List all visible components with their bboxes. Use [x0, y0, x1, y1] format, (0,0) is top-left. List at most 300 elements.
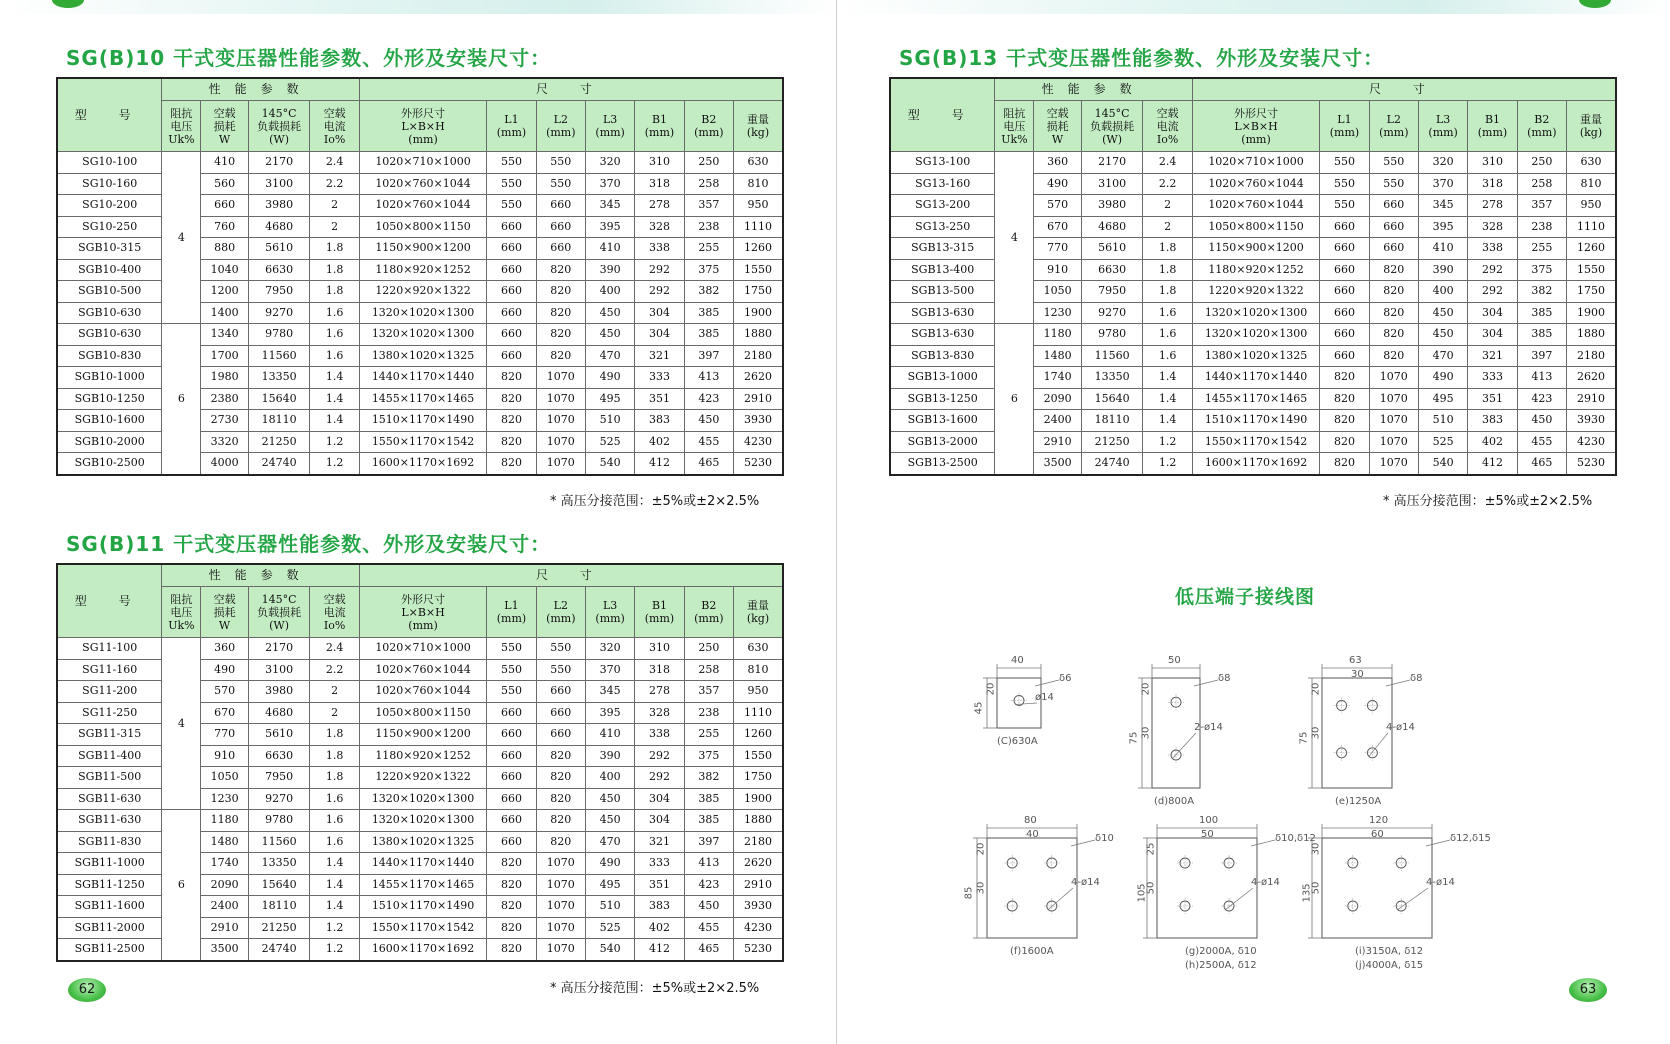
outline-cell: 1455×1170×1465 — [359, 388, 487, 410]
pk-cell: 15640 — [248, 388, 310, 410]
header-l2: L2 (mm) — [1369, 101, 1418, 152]
outline-cell: 1220×920×1322 — [1192, 281, 1320, 303]
l1-cell: 820 — [487, 410, 536, 432]
b2-cell: 385 — [1517, 324, 1566, 346]
diagram-caption-secondary: (j)4000A, δ15 — [1355, 960, 1424, 971]
weight-cell: 1260 — [734, 238, 784, 260]
pk-cell: 9270 — [248, 788, 310, 810]
header-l3: L3 (mm) — [1418, 101, 1467, 152]
weight-cell: 630 — [1567, 152, 1617, 174]
thickness-label: δ12,δ15 — [1450, 833, 1491, 844]
table-row — [57, 152, 783, 174]
l2-cell: 1070 — [536, 853, 585, 875]
b1-cell: 383 — [635, 896, 684, 918]
b2-cell: 450 — [684, 410, 733, 432]
l1-cell: 550 — [487, 638, 536, 660]
p0-cell: 770 — [201, 724, 248, 746]
header-outline: 外形尺寸 L×B×H (mm) — [359, 587, 487, 638]
i0-cell: 2.2 — [310, 173, 359, 195]
p0-cell: 2400 — [1034, 410, 1081, 432]
model-cell: SGB13-400 — [890, 259, 995, 281]
i0-cell: 1.4 — [310, 410, 359, 432]
weight-cell: 4230 — [734, 431, 784, 453]
l3-cell: 395 — [1418, 216, 1467, 238]
diagram-caption-secondary: (h)2500A, δ12 — [1185, 960, 1257, 971]
terminal-diagram-e — [1298, 655, 1452, 830]
l2-cell: 1070 — [536, 453, 585, 475]
i0-cell: 1.6 — [1143, 324, 1192, 346]
b1-cell: 310 — [635, 152, 684, 174]
model-cell: SGB10-400 — [57, 259, 162, 281]
weight-cell: 1750 — [734, 281, 784, 303]
b2-cell: 357 — [684, 195, 733, 217]
pk-cell: 3980 — [248, 681, 310, 703]
p0-cell: 910 — [1034, 259, 1081, 281]
header-dimension-group: 尺 寸 — [359, 564, 783, 587]
outline-cell: 1320×1020×1300 — [359, 810, 487, 832]
i0-cell: 1.6 — [310, 831, 359, 853]
model-cell: SGB11-500 — [57, 767, 162, 789]
i0-cell: 1.2 — [1143, 453, 1192, 475]
header-pk: 145°C 负载损耗 (W) — [248, 101, 310, 152]
b2-cell: 385 — [684, 324, 733, 346]
l2-cell: 1070 — [1369, 431, 1418, 453]
p0-cell: 1200 — [201, 281, 248, 303]
b1-cell: 310 — [1468, 152, 1517, 174]
p0-cell: 360 — [1034, 152, 1081, 174]
model-cell: SGB13-1600 — [890, 410, 995, 432]
spec-table-sgb10 — [56, 77, 784, 476]
b1-cell: 412 — [635, 939, 684, 961]
height-dimension-label: 75 — [1128, 731, 1140, 745]
hole-spec-label: ø14 — [1035, 692, 1054, 703]
model-cell: SGB10-1250 — [57, 388, 162, 410]
l2-cell: 820 — [536, 345, 585, 367]
outline-cell: 1440×1170×1440 — [359, 853, 487, 875]
weight-cell: 1110 — [734, 702, 784, 724]
i0-cell: 2.4 — [310, 152, 359, 174]
model-cell: SGB10-1000 — [57, 367, 162, 389]
model-cell: SGB11-315 — [57, 724, 162, 746]
outline-cell: 1440×1170×1440 — [359, 367, 487, 389]
i0-cell: 1.4 — [310, 874, 359, 896]
weight-cell: 3930 — [734, 896, 784, 918]
uk-cell: 4 — [162, 152, 201, 324]
b2-cell: 397 — [684, 831, 733, 853]
l3-cell: 540 — [1418, 453, 1467, 475]
b2-cell: 258 — [684, 173, 733, 195]
outline-cell: 1510×1170×1490 — [359, 410, 487, 432]
weight-cell: 1750 — [1567, 281, 1617, 303]
outline-cell: 1050×800×1150 — [359, 702, 487, 724]
pk-cell: 3100 — [248, 659, 310, 681]
terminal-plate-drawing — [977, 660, 1101, 770]
outline-cell: 1510×1170×1490 — [1192, 410, 1320, 432]
header-l1: L1 (mm) — [487, 587, 536, 638]
l2-cell: 820 — [536, 788, 585, 810]
l2-cell: 1070 — [1369, 453, 1418, 475]
l1-cell: 820 — [1320, 410, 1369, 432]
l2-cell: 820 — [536, 259, 585, 281]
p0-cell: 2730 — [201, 410, 248, 432]
pk-cell: 21250 — [1081, 431, 1143, 453]
model-cell: SG11-160 — [57, 659, 162, 681]
p0-cell: 2400 — [201, 896, 248, 918]
outline-cell: 1150×900×1200 — [359, 724, 487, 746]
b2-cell: 357 — [1517, 195, 1566, 217]
width-dimension-label: 40 — [1011, 655, 1024, 666]
header-performance-group: 性能参数 — [162, 564, 359, 587]
l1-cell: 660 — [1320, 345, 1369, 367]
b2-cell: 255 — [684, 724, 733, 746]
i0-cell: 1.6 — [310, 345, 359, 367]
b1-cell: 304 — [635, 324, 684, 346]
outline-cell: 1180×920×1252 — [1192, 259, 1320, 281]
l1-cell: 820 — [487, 453, 536, 475]
inner-width-dimension-label: 40 — [1026, 829, 1039, 840]
weight-cell: 1110 — [1567, 216, 1617, 238]
p0-cell: 1980 — [201, 367, 248, 389]
weight-cell: 4230 — [1567, 431, 1617, 453]
pk-cell: 18110 — [248, 410, 310, 432]
model-cell: SGB11-830 — [57, 831, 162, 853]
l3-cell: 495 — [585, 388, 634, 410]
outline-cell: 1380×1020×1325 — [1192, 345, 1320, 367]
l2-cell: 820 — [1369, 259, 1418, 281]
l1-cell: 550 — [1320, 173, 1369, 195]
outline-cell: 1510×1170×1490 — [359, 896, 487, 918]
l1-cell: 660 — [487, 324, 536, 346]
p0-cell: 1340 — [201, 324, 248, 346]
b1-cell: 338 — [1468, 238, 1517, 260]
outline-cell: 1320×1020×1300 — [1192, 302, 1320, 324]
header-b2: B2 (mm) — [684, 101, 733, 152]
l2-cell: 550 — [536, 152, 585, 174]
b2-cell: 258 — [1517, 173, 1566, 195]
l2-cell: 1070 — [536, 896, 585, 918]
model-cell: SGB11-1600 — [57, 896, 162, 918]
model-cell: SGB10-500 — [57, 281, 162, 303]
b1-cell: 304 — [635, 302, 684, 324]
model-cell: SGB13-315 — [890, 238, 995, 260]
b2-cell: 423 — [1517, 388, 1566, 410]
weight-cell: 2910 — [1567, 388, 1617, 410]
l3-cell: 470 — [585, 345, 634, 367]
header-p0: 空载 损耗 W — [201, 587, 248, 638]
header-dimension-group: 尺 寸 — [359, 78, 783, 101]
model-cell: SG13-250 — [890, 216, 995, 238]
outline-cell: 1380×1020×1325 — [359, 345, 487, 367]
l1-cell: 550 — [1320, 195, 1369, 217]
terminal-diagram-i — [1301, 815, 1492, 980]
hole-spacing-dimension-label: 30 — [1140, 726, 1152, 739]
hole-spec-label: 2-ø14 — [1194, 722, 1223, 733]
l1-cell: 550 — [487, 681, 536, 703]
pk-cell: 2170 — [1081, 152, 1143, 174]
hole-spec-label: 4-ø14 — [1426, 877, 1455, 888]
outline-cell: 1020×760×1044 — [359, 681, 487, 703]
header-l2: L2 (mm) — [536, 587, 585, 638]
weight-cell: 1260 — [734, 724, 784, 746]
l2-cell: 660 — [1369, 238, 1418, 260]
outline-cell: 1600×1170×1692 — [1192, 453, 1320, 475]
header-performance-group: 性能参数 — [162, 78, 359, 101]
b1-cell: 278 — [1468, 195, 1517, 217]
b2-cell: 382 — [1517, 281, 1566, 303]
outline-cell: 1150×900×1200 — [1192, 238, 1320, 260]
pk-cell: 24740 — [1081, 453, 1143, 475]
l1-cell: 820 — [1320, 431, 1369, 453]
i0-cell: 1.6 — [310, 302, 359, 324]
header-b1: B1 (mm) — [635, 101, 684, 152]
pk-cell: 21250 — [248, 431, 310, 453]
b2-cell: 382 — [684, 281, 733, 303]
b1-cell: 321 — [1468, 345, 1517, 367]
pk-cell: 3100 — [1081, 173, 1143, 195]
header-b1: B1 (mm) — [1468, 101, 1517, 152]
pk-cell: 11560 — [248, 831, 310, 853]
i0-cell: 1.4 — [310, 853, 359, 875]
hole-spec-label: 4-ø14 — [1071, 877, 1100, 888]
model-cell: SG10-160 — [57, 173, 162, 195]
p0-cell: 570 — [201, 681, 248, 703]
outline-cell: 1020×710×1000 — [359, 152, 487, 174]
model-cell: SGB10-315 — [57, 238, 162, 260]
i0-cell: 2.4 — [310, 638, 359, 660]
b1-cell: 351 — [1468, 388, 1517, 410]
l1-cell: 660 — [487, 724, 536, 746]
b2-cell: 258 — [684, 659, 733, 681]
diagram-caption: (e)1250A — [1335, 796, 1382, 807]
weight-cell: 1900 — [734, 302, 784, 324]
i0-cell: 2.2 — [1143, 173, 1192, 195]
weight-cell: 810 — [734, 173, 784, 195]
i0-cell: 1.8 — [310, 767, 359, 789]
weight-cell: 2180 — [734, 831, 784, 853]
l1-cell: 820 — [487, 388, 536, 410]
i0-cell: 1.8 — [310, 724, 359, 746]
pk-cell: 15640 — [248, 874, 310, 896]
model-cell: SG13-200 — [890, 195, 995, 217]
model-cell: SGB13-2500 — [890, 453, 995, 475]
i0-cell: 1.2 — [310, 453, 359, 475]
model-cell: SGB11-2500 — [57, 939, 162, 961]
b1-cell: 318 — [1468, 173, 1517, 195]
model-cell: SGB10-1600 — [57, 410, 162, 432]
spec-table-sgb11 — [56, 563, 784, 962]
inner-width-dimension-label: 30 — [1351, 669, 1364, 680]
b2-cell: 385 — [684, 810, 733, 832]
weight-cell: 5230 — [734, 939, 784, 961]
uk-cell: 6 — [162, 324, 201, 475]
b1-cell: 383 — [1468, 410, 1517, 432]
l3-cell: 450 — [585, 810, 634, 832]
section-title-sgb13: SG(B)13 干式变压器性能参数、外形及安装尺寸： — [899, 46, 1385, 70]
l1-cell: 660 — [1320, 302, 1369, 324]
height-dimension-label: 135 — [1301, 883, 1313, 903]
b1-cell: 278 — [635, 681, 684, 703]
p0-cell: 1040 — [201, 259, 248, 281]
l3-cell: 490 — [585, 853, 634, 875]
hole-spacing-dimension-label: 30 — [1310, 726, 1322, 739]
weight-cell: 2910 — [734, 874, 784, 896]
outline-cell: 1455×1170×1465 — [359, 874, 487, 896]
l2-cell: 820 — [536, 324, 585, 346]
pk-cell: 24740 — [248, 453, 310, 475]
l3-cell: 410 — [585, 724, 634, 746]
l2-cell: 550 — [536, 659, 585, 681]
weight-cell: 1550 — [734, 259, 784, 281]
header-uk: 阻抗 电压 Uk% — [162, 101, 201, 152]
l1-cell: 660 — [487, 281, 536, 303]
weight-cell: 950 — [734, 195, 784, 217]
weight-cell: 2620 — [734, 853, 784, 875]
table-row — [890, 324, 1616, 346]
l1-cell: 550 — [1320, 152, 1369, 174]
header-uk: 阻抗 电压 Uk% — [995, 101, 1034, 152]
l3-cell: 540 — [585, 939, 634, 961]
hole-spacing-dimension-label: 30 — [975, 881, 987, 895]
b1-cell: 351 — [635, 874, 684, 896]
model-cell: SGB10-630 — [57, 324, 162, 346]
b1-cell: 328 — [635, 702, 684, 724]
diagram-caption: (g)2000A, δ10 — [1185, 946, 1257, 957]
b2-cell: 385 — [684, 788, 733, 810]
b2-cell: 450 — [684, 896, 733, 918]
b2-cell: 255 — [684, 238, 733, 260]
l2-cell: 820 — [536, 302, 585, 324]
model-cell: SG13-160 — [890, 173, 995, 195]
pk-cell: 2170 — [248, 152, 310, 174]
b2-cell: 423 — [684, 874, 733, 896]
outline-cell: 1440×1170×1440 — [1192, 367, 1320, 389]
b1-cell: 321 — [635, 831, 684, 853]
model-cell: SGB11-400 — [57, 745, 162, 767]
i0-cell: 1.8 — [1143, 281, 1192, 303]
l2-cell: 1070 — [536, 939, 585, 961]
b2-cell: 385 — [1517, 302, 1566, 324]
weight-cell: 3930 — [734, 410, 784, 432]
p0-cell: 1740 — [1034, 367, 1081, 389]
terminal-diagram-c — [973, 655, 1101, 770]
weight-cell: 2180 — [1567, 345, 1617, 367]
pk-cell: 15640 — [1081, 388, 1143, 410]
b1-cell: 304 — [1468, 302, 1517, 324]
b2-cell: 413 — [684, 367, 733, 389]
weight-cell: 950 — [734, 681, 784, 703]
diagram-caption: (i)3150A, δ12 — [1355, 946, 1424, 957]
pk-cell: 3980 — [1081, 195, 1143, 217]
header-l1: L1 (mm) — [487, 101, 536, 152]
outline-cell: 1550×1170×1542 — [359, 917, 487, 939]
l1-cell: 820 — [487, 874, 536, 896]
l1-cell: 820 — [487, 896, 536, 918]
l1-cell: 550 — [487, 659, 536, 681]
header-performance-group: 性能参数 — [995, 78, 1192, 101]
l3-cell: 390 — [585, 745, 634, 767]
b1-cell: 318 — [635, 659, 684, 681]
outline-cell: 1320×1020×1300 — [359, 788, 487, 810]
weight-cell: 1900 — [1567, 302, 1617, 324]
wiring-diagram-title: 低压端子接线图 — [1175, 586, 1316, 608]
p0-cell: 670 — [201, 702, 248, 724]
b2-cell: 423 — [684, 388, 733, 410]
header-l3: L3 (mm) — [585, 587, 634, 638]
pk-cell: 9780 — [1081, 324, 1143, 346]
pk-cell: 24740 — [248, 939, 310, 961]
l3-cell: 320 — [585, 152, 634, 174]
p0-cell: 2090 — [1034, 388, 1081, 410]
i0-cell: 2 — [310, 681, 359, 703]
i0-cell: 2 — [1143, 195, 1192, 217]
header-b2: B2 (mm) — [1517, 101, 1566, 152]
outline-cell: 1050×800×1150 — [359, 216, 487, 238]
p0-cell: 3500 — [1034, 453, 1081, 475]
b1-cell: 321 — [635, 345, 684, 367]
pk-cell: 9270 — [248, 302, 310, 324]
p0-cell: 1700 — [201, 345, 248, 367]
l2-cell: 820 — [536, 767, 585, 789]
model-cell: SG11-250 — [57, 702, 162, 724]
l3-cell: 370 — [1418, 173, 1467, 195]
l1-cell: 660 — [1320, 238, 1369, 260]
l3-cell: 495 — [585, 874, 634, 896]
b1-cell: 328 — [1468, 216, 1517, 238]
height-dimension-label: 45 — [973, 701, 985, 715]
b2-cell: 455 — [684, 431, 733, 453]
l1-cell: 660 — [487, 767, 536, 789]
outline-cell: 1180×920×1252 — [359, 745, 487, 767]
l2-cell: 820 — [1369, 324, 1418, 346]
model-cell: SG10-200 — [57, 195, 162, 217]
model-cell: SG10-100 — [57, 152, 162, 174]
table-row — [890, 152, 1616, 174]
l1-cell: 820 — [1320, 367, 1369, 389]
i0-cell: 2.4 — [1143, 152, 1192, 174]
l1-cell: 550 — [487, 173, 536, 195]
section-title-sgb10: SG(B)10 干式变压器性能参数、外形及安装尺寸： — [66, 46, 552, 70]
l3-cell: 510 — [1418, 410, 1467, 432]
l2-cell: 550 — [536, 638, 585, 660]
weight-cell: 1550 — [734, 745, 784, 767]
b1-cell: 328 — [635, 216, 684, 238]
outline-cell: 1550×1170×1542 — [1192, 431, 1320, 453]
weight-cell: 630 — [734, 152, 784, 174]
l1-cell: 820 — [487, 853, 536, 875]
weight-cell: 1880 — [734, 324, 784, 346]
i0-cell: 1.8 — [310, 238, 359, 260]
pk-cell: 3980 — [248, 195, 310, 217]
tap-range-note: * 高压分接范围：±5%或±2×2.5% — [550, 494, 760, 509]
model-cell: SGB13-1000 — [890, 367, 995, 389]
outline-cell: 1380×1020×1325 — [359, 831, 487, 853]
outline-cell: 1020×710×1000 — [359, 638, 487, 660]
weight-cell: 810 — [734, 659, 784, 681]
b2-cell: 375 — [684, 259, 733, 281]
l1-cell: 660 — [487, 302, 536, 324]
l3-cell: 450 — [585, 324, 634, 346]
model-cell: SGB11-630 — [57, 788, 162, 810]
i0-cell: 1.4 — [1143, 388, 1192, 410]
weight-cell: 1880 — [1567, 324, 1617, 346]
l1-cell: 550 — [487, 152, 536, 174]
l3-cell: 400 — [585, 767, 634, 789]
l1-cell: 820 — [487, 917, 536, 939]
l2-cell: 660 — [536, 702, 585, 724]
b1-cell: 292 — [635, 767, 684, 789]
model-cell: SG13-100 — [890, 152, 995, 174]
b1-cell: 412 — [1468, 453, 1517, 475]
